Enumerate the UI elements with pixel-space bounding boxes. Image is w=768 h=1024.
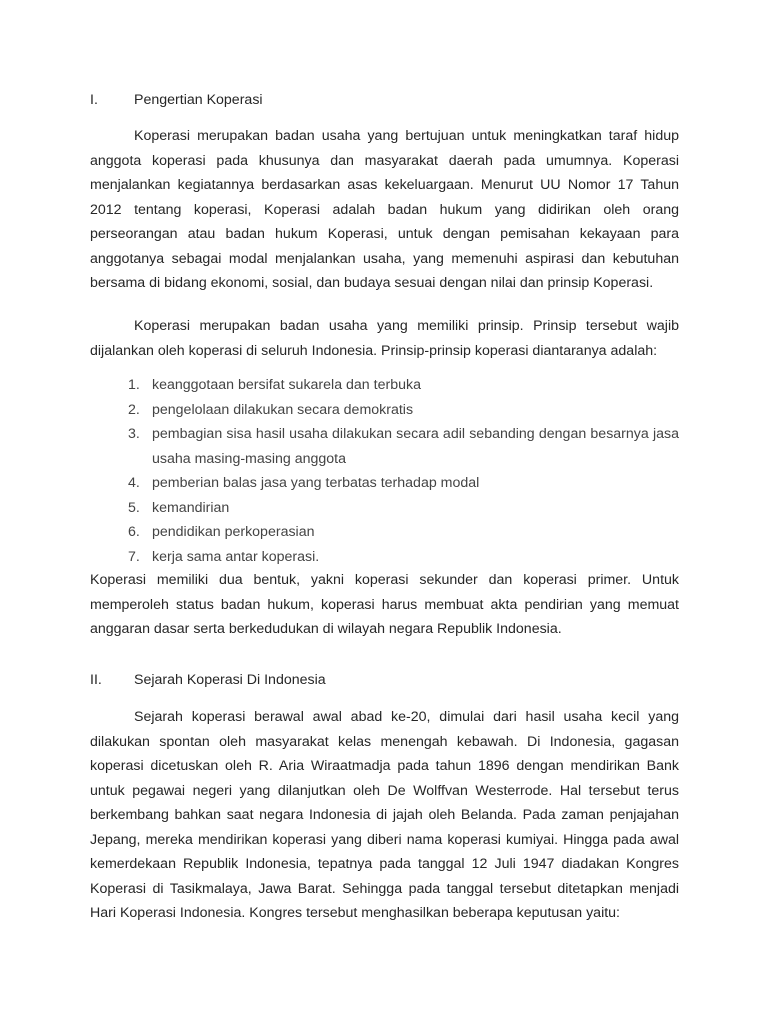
section-1-paragraph-3: Koperasi memiliki dua bentuk, yakni koperasi sekunder dan koperasi primer. Untuk memperoleh status badan hukum, koperasi harus membuat akta pendirian yang memuat anggaran dasar serta berkedudukan di wilayah negara Republik Indonesia. (90, 572, 679, 637)
section-1-title: Pengertian Koperasi (134, 92, 263, 108)
list-item: 4. pemberian balas jasa yang terbatas terhadap modal (128, 475, 480, 491)
section-1-paragraph-1: Koperasi merupakan badan usaha yang bertujuan untuk meningkatkan taraf hidup anggota koperasi pada khusunya dan masyarakat daerah pada umumnya. Koperasi menjalankan kegiatannya berdasarkan asas kekeluargaan. Menurut UU Nomor 17 Tahun 2012 tentang koperasi, Koperasi adalah badan hukum yang didirikan oleh orang perseorangan atau badan hukum Koperasi, untuk dengan pemisahan kekayaan para anggotanya sebagai modal menjalankan usaha, yang memenuhi aspirasi dan kebutuhan bersama di bidang ekonomi, sosial, dan budaya sesuai dengan nilai dan prinsip Koperasi. (90, 128, 679, 291)
list-item: 1. keanggotaan bersifat sukarela dan terbuka (128, 377, 421, 393)
list-item: 6. pendidikan perkoperasian (128, 524, 315, 540)
list-item: 7. kerja sama antar koperasi. (128, 548, 320, 565)
principles-list (90, 373, 679, 569)
list-item: 2. pengelolaan dilakukan secara demokratis (128, 401, 414, 418)
list-item: 5. kemandirian (128, 499, 230, 516)
section-2-title: Sejarah Koperasi Di Indonesia (134, 672, 326, 688)
section-2-number: II. (90, 672, 102, 688)
section-2-paragraph-1: Sejarah koperasi berawal awal abad ke-20, dimulai dari hasil usaha kecil yang dilakukan spontan oleh masyarakat kelas menengah kebawah. Di Indonesia, gagasan koperasi dicetuskan oleh R. Aria Wiraatmadja pada tahun 1896 dengan mendirikan Bank untuk pegawai negeri yang dilanjutkan oleh De Wolffvan Westerrode. Hal tersebut terus berkembang bahkan saat negara Indonesia di jajah oleh Belanda. Pada zaman penjajahan Jepang, mereka mendirikan koperasi yang diberi nama koperasi kumiyai. Hingga pada awal kemerdekaan Republik Indonesia, tepatnya pada tanggal 12 Juli 1947 diadakan Kongres Koperasi di Tasikmalaya, Jawa Barat. Sehingga pada tanggal tersebut ditetapkan menjadi Hari Koperasi Indonesia. Kongres tersebut menghasilkan beberapa keputusan yaitu: (90, 709, 679, 921)
section-1-paragraph-2: Koperasi merupakan badan usaha yang memiliki prinsip. Prinsip tersebut wajib dijalankan oleh koperasi di seluruh Indonesia. Prinsip-prinsip koperasi diantaranya adalah: (90, 318, 679, 359)
section-1-number: I. (90, 92, 98, 108)
list-item: 3. pembagian sisa hasil usaha dilakukan secara adil sebanding dengan besarnya jasa usaha masing-masing anggota (128, 426, 679, 467)
